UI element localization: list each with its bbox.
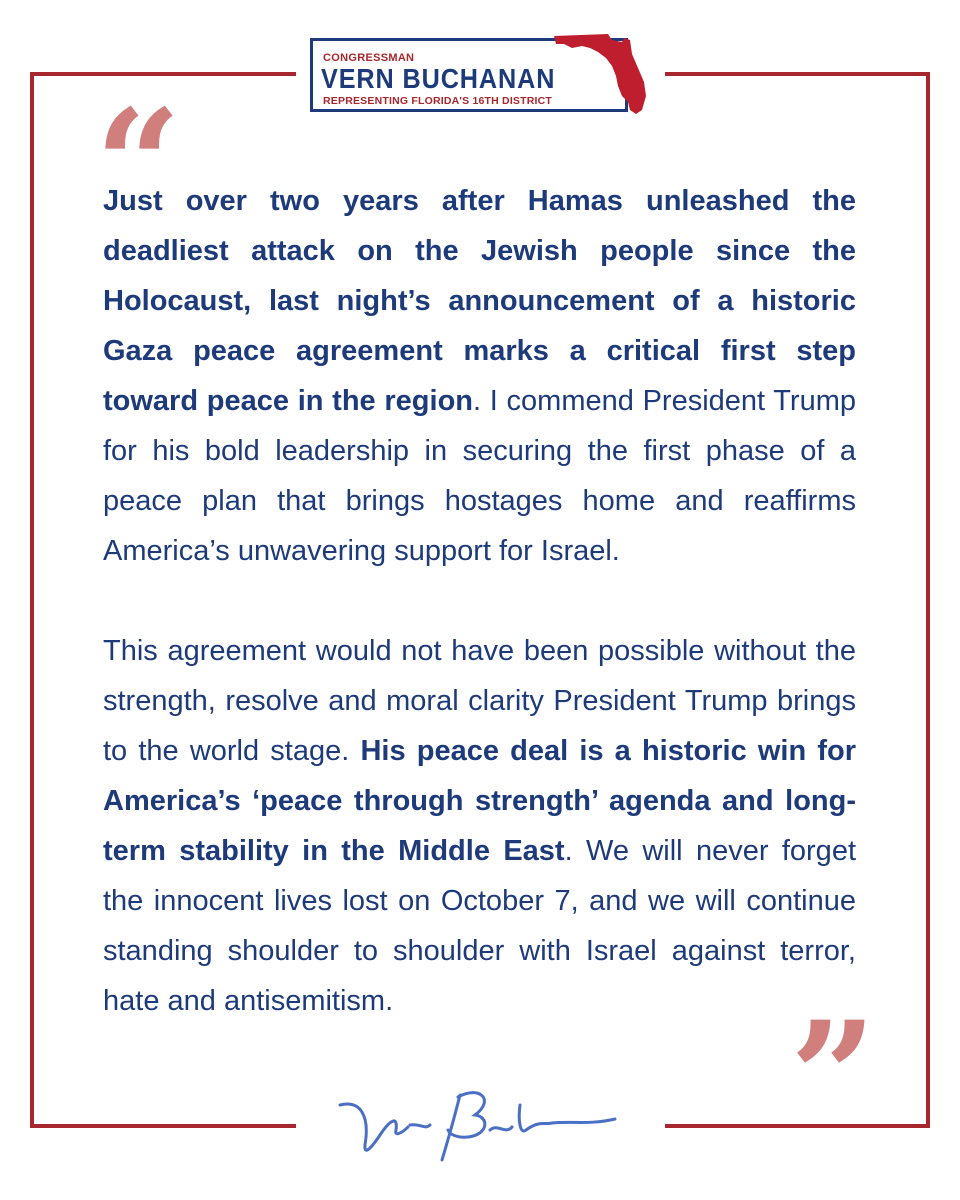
frame-top-right: [665, 72, 930, 76]
frame-top-left: [30, 72, 296, 76]
signature: [330, 1075, 630, 1175]
logo-title: CONGRESSMAN: [323, 52, 415, 64]
statement-body: [103, 176, 856, 1026]
statement-text: . We will never forget the innocent lives lost on October 7, and we will continue standing shoulder to shoulder with Israel against terror, hate and antisemitism.: [103, 835, 856, 1017]
statement-bold-text: Just over two years after Hamas unleashed the deadliest attack on the Jewish people since the Holocaust, last night’s announcement of a historic Gaza peace agreement marks a critical first step toward peace in the region: [103, 185, 856, 417]
frame-bottom-left: [30, 1124, 296, 1128]
statement-text: . I commend President Trump for his bold leadership in securing the first phase of a peace plan that brings hostages home and reaffirms America’s unwavering support for Israel.: [103, 385, 856, 567]
frame-right: [926, 72, 930, 1128]
logo-name: VERN BUCHANAN: [321, 63, 556, 94]
open-quote-icon: “: [95, 77, 182, 253]
statement-text: This agreement would not have been possible without the strength, resolve and moral clarity President Trump brings to the world stage.: [103, 635, 856, 767]
florida-map-icon: [552, 30, 648, 116]
statement-bold-text: His peace deal is a historic win for America’s ‘peace through strength’ agenda and long-term stability in the Middle East: [103, 735, 857, 867]
statement-paragraph: [103, 626, 856, 1026]
logo-subtitle: REPRESENTING FLORIDA'S 16TH DISTRICT: [323, 95, 553, 107]
frame-left: [30, 72, 34, 1128]
statement-paragraph: [103, 176, 856, 576]
close-quote-icon: ”: [790, 989, 877, 1165]
